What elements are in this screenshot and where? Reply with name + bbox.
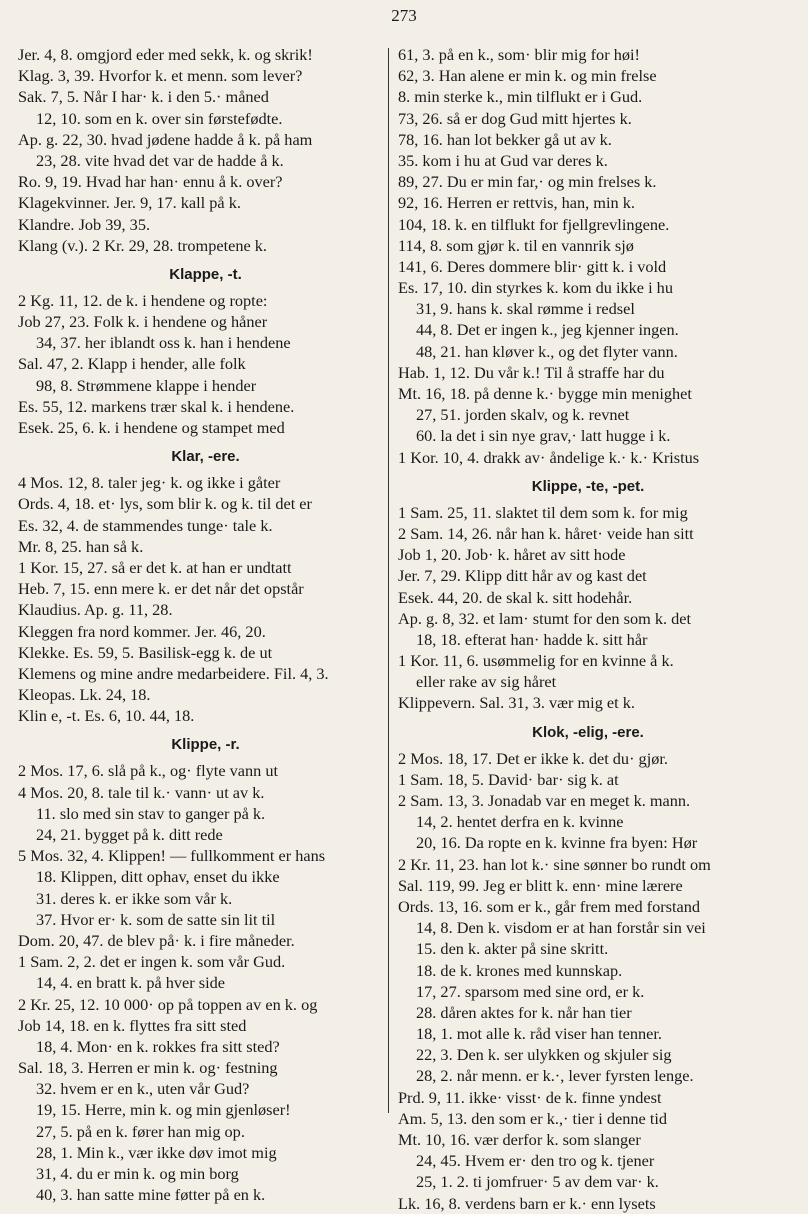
concordance-entry: Klin e, -t. Es. 6, 10. 44, 18. — [18, 706, 195, 726]
concordance-entry: Mt. 10, 16. vær derfor k. som slanger — [398, 1130, 641, 1149]
concordance-entry: 18. Klippen, ditt ophav, enset du ikke — [36, 867, 280, 887]
concordance-entry: 44, 8. Det er ingen k., jeg kjenner ingen. — [416, 320, 679, 340]
concordance-entry: 141, 6. Deres dommere blir· gitt k. i vold — [398, 256, 667, 276]
concordance-entry: 14, 2. hentet derfra en k. kvinne — [416, 812, 624, 832]
concordance-entry: 2 Mos. 17, 6. slå på k., og· flyte vann ut — [18, 761, 279, 781]
concordance-entry: 15. den k. akter på sine skritt. — [416, 939, 609, 959]
concordance-entry: 24, 45. Hvem er· den tro og k. tjener — [416, 1151, 655, 1171]
concordance-entry: 19, 15. Herre, min k. og min gjenløser! — [36, 1100, 291, 1120]
concordance-entry: 78, 16. han lot bekker gå ut av k. — [398, 129, 612, 149]
concordance-entry: Klag. 3, 39. Hvorfor k. et menn. som lever? — [18, 66, 303, 86]
concordance-entry: 61, 3. på en k., som· blir mig for høi! — [398, 45, 640, 64]
concordance-entry: Job 1, 20. Job· k. håret av sitt hode — [398, 545, 626, 565]
concordance-entry: 8. min sterke k., min tilflukt er i Gud. — [398, 87, 643, 107]
concordance-entry: 1 Kor. 15, 27. så er det k. at han er undtatt — [18, 557, 292, 577]
concordance-entry: 32. hvem er en k., uten vår Gud? — [36, 1079, 250, 1099]
concordance-entry: 1 Sam. 25, 11. slaktet til dem som k. for mig — [398, 502, 688, 522]
concordance-entry: 25, 1. 2. ti jomfruer· 5 av dem var· k. — [416, 1172, 659, 1192]
concordance-entry: 2 Kg. 11, 12. de k. i hendene og ropte: — [18, 290, 268, 310]
concordance-entry: 98, 8. Strømmene klappe i hender — [36, 375, 257, 395]
concordance-entry: Mr. 8, 25. han så k. — [18, 536, 144, 556]
concordance-entry: Klang (v.). 2 Kr. 29, 28. trompetene k. — [18, 235, 267, 255]
concordance-entry: 35. kom i hu at Gud var deres k. — [398, 150, 608, 170]
concordance-entry: eller rake av sig håret — [416, 672, 557, 692]
concordance-entry: Sal. 18, 3. Herren er min k. og· festning — [18, 1058, 278, 1078]
concordance-entry: 18, 18. efterat han· hadde k. sitt hår — [416, 629, 648, 649]
concordance-entry: Esek. 25, 6. k. i hendene og stampet med — [18, 418, 285, 437]
page-number: 273 — [391, 6, 417, 25]
concordance-entry: Dom. 20, 47. de blev på· k. i fire måneder. — [18, 930, 295, 950]
concordance-entry: 18, 1. mot alle k. råd viser han tenner. — [416, 1024, 662, 1044]
concordance-entry: 12, 10. som en k. over sin førstefødte. — [36, 108, 283, 128]
section-heading: Klippe, -te, -pet. — [531, 477, 645, 495]
concordance-entry: 20, 16. Da ropte en k. kvinne fra byen: Hør — [416, 833, 698, 853]
concordance-entry: 1 Kor. 10, 4. drakk av· åndelige k.· k.· Kristus — [398, 447, 700, 467]
concordance-entry: Mt. 16, 18. på denne k.· bygge min menighet — [398, 384, 692, 403]
concordance-entry: Hab. 1, 12. Du vår k.! Til å straffe har du — [398, 362, 665, 382]
concordance-entry: 60. la det i sin nye grav,· latt hugge i k. — [416, 426, 671, 446]
concordance-entry: 14, 4. en bratt k. på hver side — [36, 973, 225, 993]
concordance-entry: Lk. 16, 8. verdens barn er k.· enn lysets — [398, 1193, 656, 1213]
concordance-entry: 48, 21. han kløver k., og det flyter vann. — [416, 341, 678, 361]
concordance-entry: 114, 8. som gjør k. til en vannrik sjø — [398, 235, 634, 255]
section-heading: Klar, -ere. — [171, 448, 240, 466]
concordance-entry: 11. slo med sin stav to ganger på k. — [36, 803, 266, 823]
concordance-entry: Job 14, 18. en k. flyttes fra sitt sted — [18, 1015, 247, 1035]
concordance-entry: 28, 2. når menn. er k.·, lever fyrsten lenge. — [416, 1066, 694, 1086]
concordance-entry: 18. de k. krones med kunnskap. — [416, 960, 623, 980]
concordance-entry: 31. deres k. er ikke som vår k. — [36, 888, 233, 908]
concordance-entry: 37. Hvor er· k. som de satte sin lit til — [36, 909, 276, 929]
section-heading: Klippe, -r. — [171, 736, 240, 754]
concordance-entry: 2 Kr. 11, 23. han lot k.· sine sønner bo rundt om — [398, 854, 711, 874]
concordance-entry: Heb. 7, 15. enn mere k. er det når det opstår — [18, 579, 304, 599]
concordance-entry: Klippevern. Sal. 31, 3. vær mig et k. — [398, 693, 635, 713]
concordance-entry: Klekke. Es. 59, 5. Basilisk-egg k. de ut — [18, 642, 273, 662]
concordance-entry: Klandre. Job 39, 35. — [18, 214, 151, 234]
concordance-entry: Am. 5, 13. den som er k.,· tier i denne tid — [398, 1108, 668, 1128]
concordance-entry: Job 27, 23. Folk k. i hendene og håner — [18, 312, 268, 332]
concordance-entry: Jer. 7, 29. Klipp ditt hår av og kast det — [398, 566, 647, 586]
concordance-entry: 28. dåren aktes for k. når han tier — [416, 1002, 632, 1022]
concordance-entry: 27, 51. jorden skalv, og k. revnet — [416, 405, 630, 425]
left-column — [18, 44, 393, 1205]
concordance-entry: Sal. 47, 2. Klapp i hender, alle folk — [18, 354, 246, 374]
concordance-entry: Ap. g. 22, 30. hvad jødene hadde å k. på ham — [18, 129, 313, 149]
concordance-entry: 27, 5. på en k. fører han mig op. — [36, 1121, 245, 1141]
concordance-entry: 1 Sam. 18, 5. David· bar· sig k. at — [398, 769, 619, 789]
concordance-entry: 104, 18. k. en tilflukt for fjellgrevlingene. — [398, 214, 670, 234]
section-heading: Klappe, -t. — [169, 265, 242, 283]
concordance-entry: 17, 27. sparsom med sine ord, er k. — [416, 981, 645, 1001]
concordance-entry: Es. 32, 4. de stammendes tunge· tale k. — [18, 515, 273, 535]
concordance-entry: Ords. 4, 18. et· lys, som blir k. og k. til det er — [18, 494, 312, 514]
concordance-entry: 31, 4. du er min k. og min borg — [36, 1164, 239, 1183]
concordance-entry: 23, 28. vite hvad det var de hadde å k. — [36, 150, 284, 170]
concordance-entry: Klemens og mine andre medarbeidere. Fil. 4, 3. — [18, 663, 329, 683]
concordance-entry: Es. 55, 12. markens trær skal k. i hendene. — [18, 396, 295, 416]
concordance-entry: 2 Mos. 18, 17. Det er ikke k. det du· gjør. — [398, 748, 668, 768]
concordance-entry: Ro. 9, 19. Hvad har han· ennu å k. over? — [18, 172, 283, 192]
concordance-entry: 1 Kor. 11, 6. usømmelig for en kvinne å k. — [398, 651, 674, 671]
section-heading: Klok, -elig, -ere. — [532, 723, 644, 741]
concordance-entry: 40, 3. han satte mine føtter på en k. — [36, 1185, 266, 1205]
concordance-entry: 4 Mos. 20, 8. tale til k.· vann· ut av k. — [18, 782, 265, 802]
concordance-entry: 24, 21. bygget på k. ditt rede — [36, 825, 223, 844]
concordance-entry: Sak. 7, 5. Når I har· k. i den 5.· måned — [18, 87, 269, 107]
concordance-entry: 22, 3. Den k. ser ulykken og skjuler sig — [416, 1045, 672, 1065]
concordance-entry: Es. 17, 10. din styrkes k. kom du ikke i hu — [398, 278, 673, 298]
concordance-entry: Esek. 44, 20. de skal k. sitt hodehår. — [398, 587, 633, 607]
concordance-entry: 4 Mos. 12, 8. taler jeg· k. og ikke i gåter — [18, 473, 281, 493]
concordance-entry: Klaudius. Ap. g. 11, 28. — [18, 600, 173, 620]
concordance-entry: 89, 27. Du er min far,· og min frelses k. — [398, 172, 657, 192]
concordance-entry: Klagekvinner. Jer. 9, 17. kall på k. — [18, 193, 241, 213]
concordance-entry: Ords. 13, 16. som er k., går frem med forstand — [398, 896, 701, 916]
concordance-entry: 92, 16. Herren er rettvis, han, min k. — [398, 193, 635, 213]
concordance-entry: 31, 9. hans k. skal rømme i redsel — [416, 299, 635, 319]
concordance-entry: 2 Sam. 13, 3. Jonadab var en meget k. mann. — [398, 791, 691, 810]
concordance-entry: 5 Mos. 32, 4. Klippen! — fullkomment er hans — [18, 846, 326, 866]
concordance-entry: 1 Sam. 2, 2. det er ingen k. som vår Gud. — [18, 952, 286, 972]
concordance-entry: 2 Sam. 14, 26. når han k. håret· veide han sitt — [398, 523, 694, 543]
column-divider — [388, 48, 389, 1113]
right-column — [398, 44, 778, 1214]
concordance-entry: Ap. g. 8, 32. et lam· stumt for den som k. det — [398, 608, 692, 628]
concordance-entry: 28, 1. Min k., vær ikke døv imot mig — [36, 1142, 277, 1162]
concordance-entry: 18, 4. Mon· en k. rokkes fra sitt sted? — [36, 1036, 280, 1056]
concordance-entry: Prd. 9, 11. ikke· visst· de k. finne yndest — [398, 1087, 662, 1107]
concordance-entry: 2 Kr. 25, 12. 10 000· op på toppen av en k. og — [18, 994, 318, 1014]
concordance-entry: Kleggen fra nord kommer. Jer. 46, 20. — [18, 621, 266, 641]
concordance-entry: 73, 26. så er dog Gud mitt hjertes k. — [398, 108, 632, 128]
concordance-entry: Kleopas. Lk. 24, 18. — [18, 685, 151, 705]
concordance-entry: 14, 8. Den k. visdom er at han forstår sin vei — [416, 918, 706, 938]
concordance-entry: 62, 3. Han alene er min k. og min frelse — [398, 66, 657, 86]
concordance-entry: Jer. 4, 8. omgjord eder med sekk, k. og skrik! — [18, 45, 313, 64]
concordance-entry: 34, 37. her iblandt oss k. han i hendene — [36, 333, 291, 353]
concordance-entry: Sal. 119, 99. Jeg er blitt k. enn· mine lærere — [398, 875, 683, 895]
